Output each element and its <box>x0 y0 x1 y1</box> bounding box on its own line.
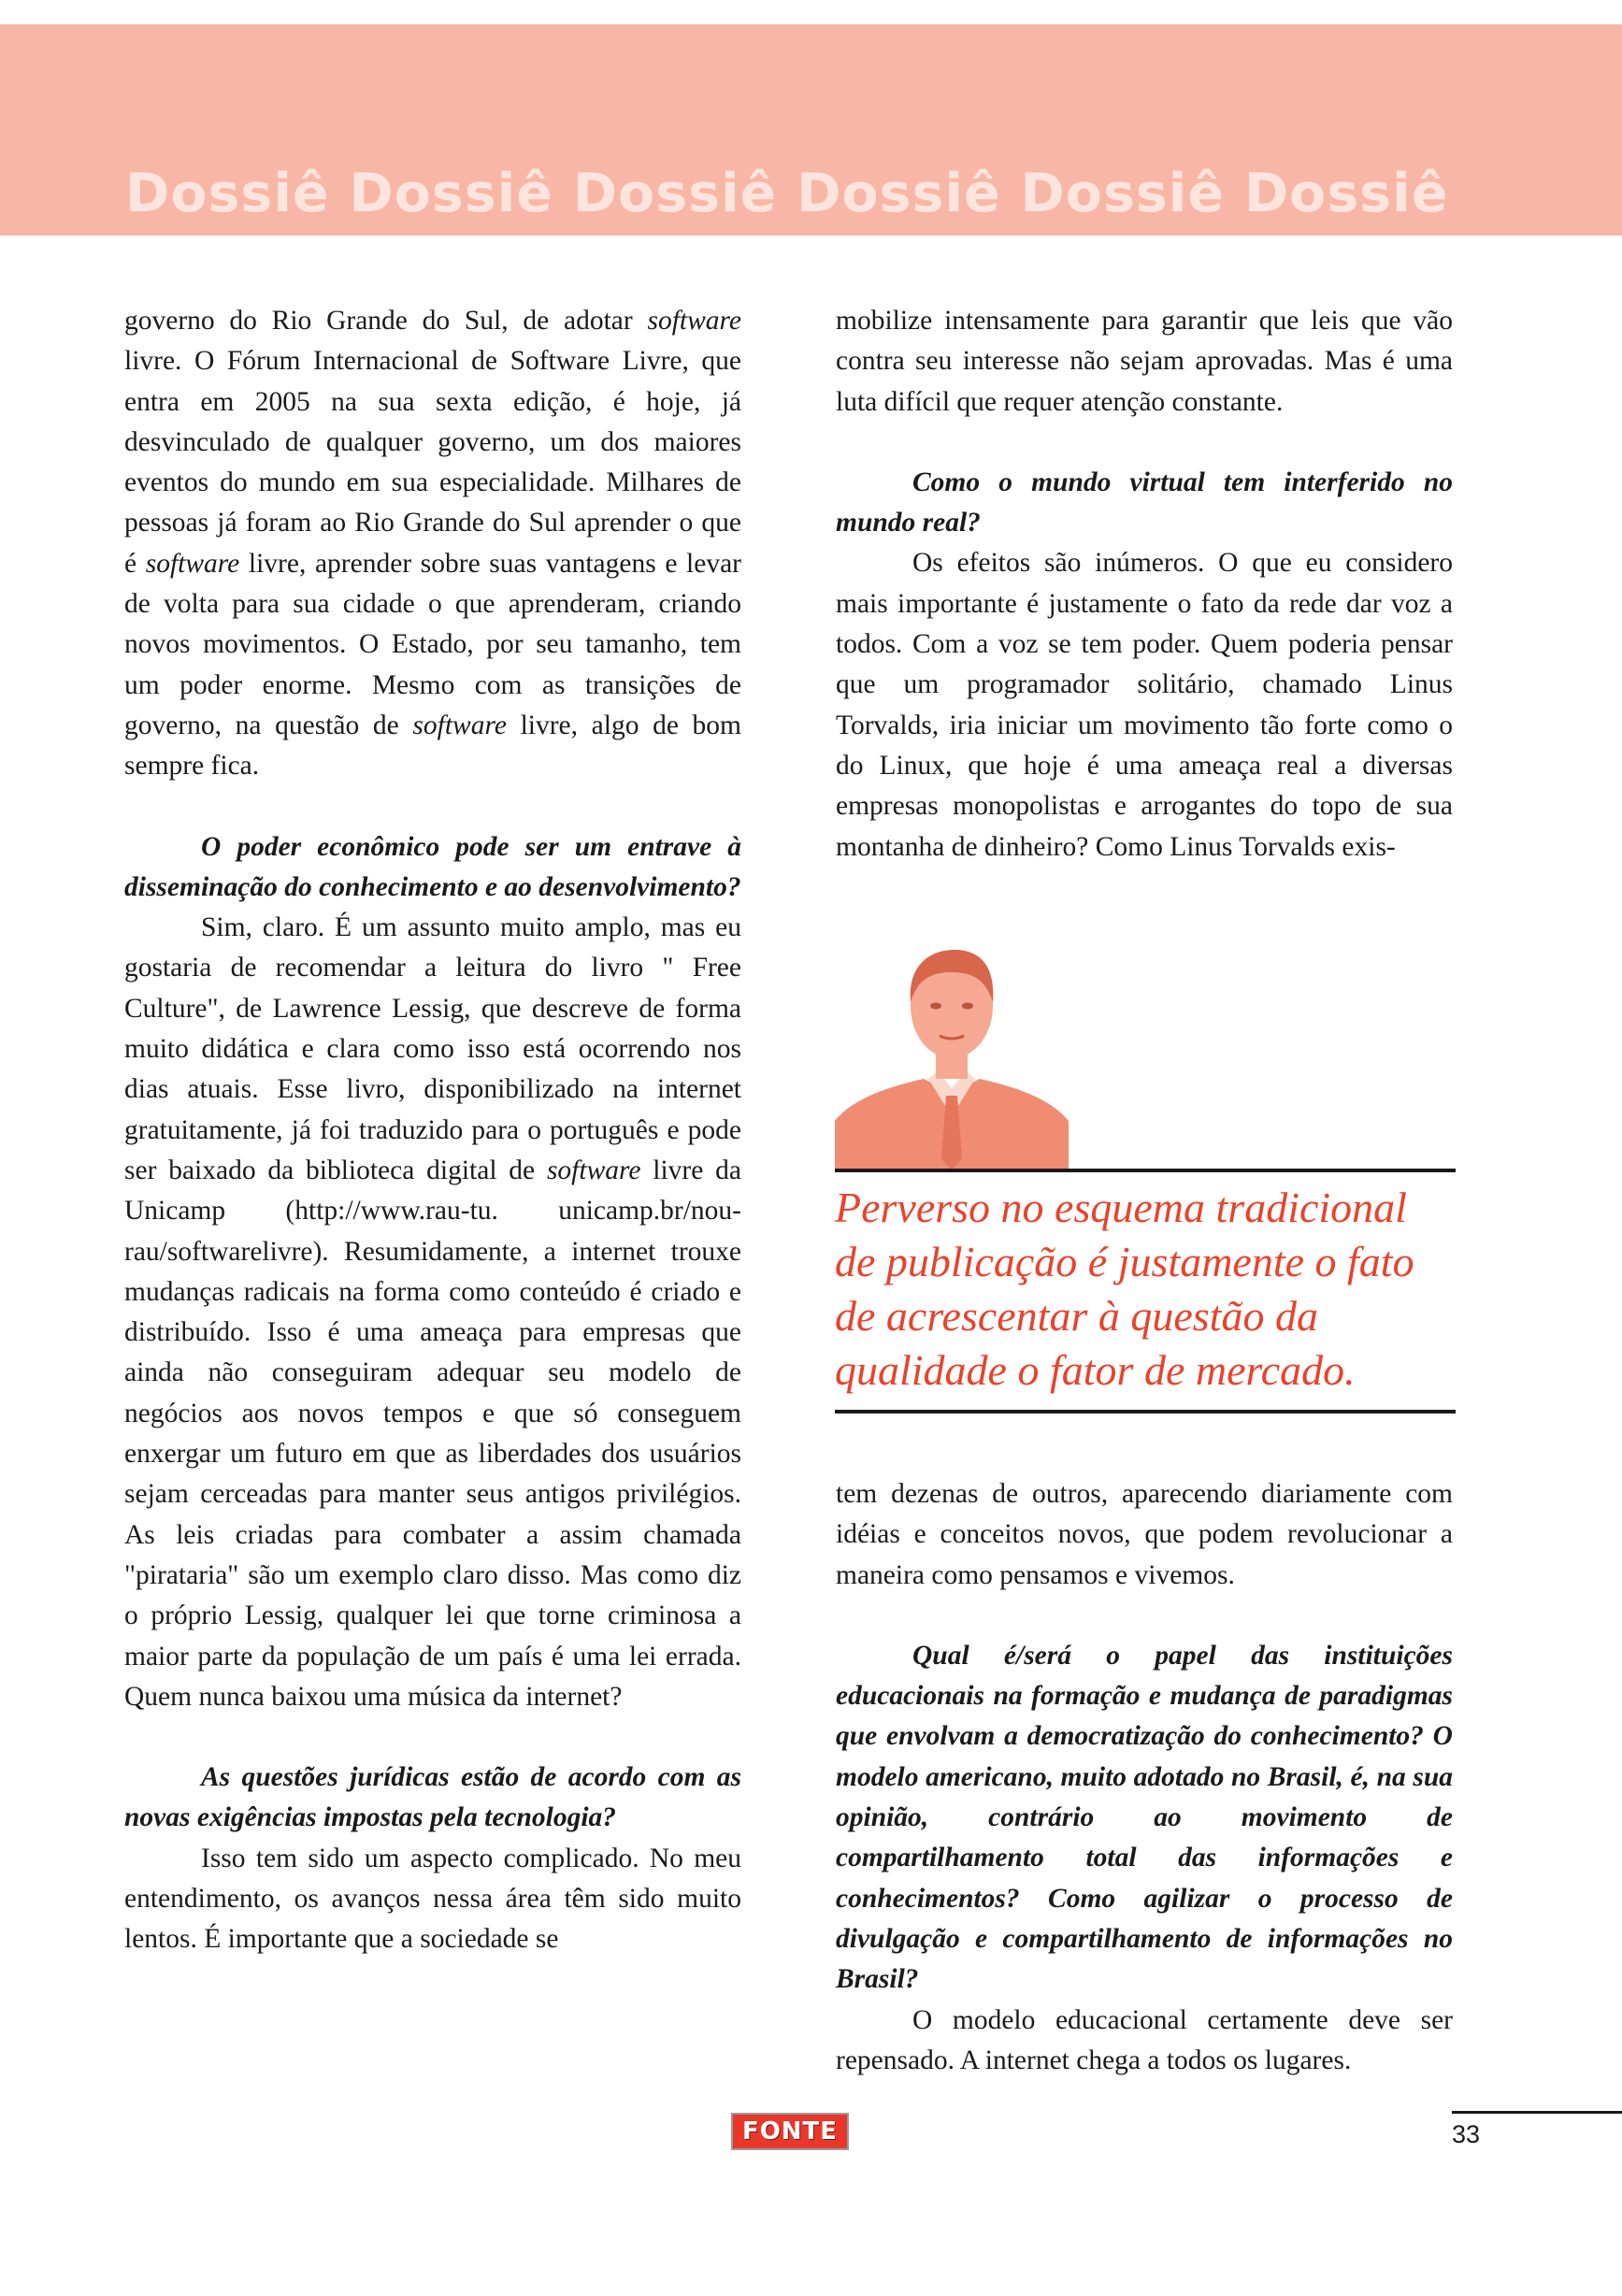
right-column-top <box>836 301 1453 868</box>
paragraph: O modelo educacional certamente deve ser repensado. A internet chega a todos os lugares. <box>836 2004 1453 2075</box>
page-number: 33 <box>1452 2120 1481 2148</box>
quote-top-rule <box>835 1169 1456 1172</box>
interview-question: Qual é/será o papel das instituições educacionais na formação e mudança de paradigmas que envolvam a democratização do conhecimento? O modelo americano, muito adotado no Brasil, é, na sua opinião, contrário ao movimento de compartilhamento total das informações e conhecimentos? Como agilizar o processo de divulgação e compartilhamento de informações no Brasil? <box>836 1640 1453 1995</box>
paragraph: Os efeitos são inúmeros. O que eu considero mais importante é justamente o fato da rede dar voz a todos. Com a voz se tem poder. Quem poderia pensar que um programador solitário, chamado Linus Torvalds, iria iniciar um movimento tão forte como o do Linux, que hoje é uma ameaça real a diversas empresas monopolistas e arrogantes do topo de sua montanha de dinheiro? Como Linus Torvalds exis- <box>836 548 1453 862</box>
interview-question: As questões jurídicas estão de acordo com as novas exigências impostas pela tecnologia? <box>124 1762 741 1833</box>
interview-question: Como o mundo virtual tem interferido no mundo real? <box>836 466 1453 538</box>
portrait-photo <box>835 929 1069 1170</box>
left-column <box>124 301 741 1960</box>
header-banner <box>0 24 1622 236</box>
paragraph: Isso tem sido um aspecto complicado. No meu entendimento, os avanços nessa área têm sido muito lentos. É importante que a sociedade se <box>124 1843 741 1955</box>
paragraph: mobilize intensamente para garantir que leis que vão contra seu interesse não sejam aprovadas. Mas é uma luta difícil que requer atenção constante. <box>836 306 1453 417</box>
quote-bottom-rule <box>835 1410 1456 1413</box>
logo-text: FONTE <box>741 2117 839 2145</box>
pull-quote-text: Perverso no esquema tradicional de publicação é justamente o fato de acrescentar à questão da qualidade o fator de mercado. <box>835 1184 1414 1394</box>
paragraph: governo do Rio Grande do Sul, de adotar software livre. O Fórum Internacional de Software Livre, que entra em 2005 na sua sexta edição, é hoje, já desvinculado de qualquer governo, um dos maiores eventos do mundo em sua especialidade. Milhares de pessoas já foram ao Rio Grande do Sul aprender o que é software livre, aprender sobre suas vantagens e levar de volta para sua cidade o que aprenderam, criando novos movimentos. O Estado, por seu tamanho, tem um poder enorme. Mesmo com as transições de governo, na questão de software livre, algo de bom sempre fica. <box>124 306 742 782</box>
banner-text: Dossiê Dossiê Dossiê Dossiê Dossiê Dossiê <box>125 163 1449 224</box>
right-column-bottom <box>836 1474 1453 2081</box>
paragraph: tem dezenas de outros, aparecendo diariamente com idéias e conceitos novos, que podem revolucionar a maneira como pensamos e vivemos. <box>836 1479 1453 1590</box>
pull-quote <box>835 1181 1456 1398</box>
fonte-logo <box>731 2113 849 2150</box>
paragraph: Sim, claro. É um assunto muito amplo, mas eu gostaria de recomendar a leitura do livro " Free Culture", de Lawrence Lessig, que descreve de forma muito didática e clara como isso está ocorrendo nos dias atuais. Esse livro, disponibilizado na internet gratuitamente, já foi traduzido para o português e pode ser baixado da biblioteca digital de software livre da Unicamp (http://www.rau-tu. unicamp.br/nou-rau/softwarelivre). Resumidamente, a internet trouxe mudanças radicais na forma como conteúdo é criado e distribuído. Isso é uma ameaça para empresas que ainda não conseguiram adequar seu modelo de negócios aos novos tempos e que só conseguem enxergar um futuro em que as liberdades dos usuários sejam cerceadas para manter seus antigos privilégios. As leis criadas para combater a assim chamada "pirataria" são um exemplo claro disso. Mas como diz o próprio Lessig, qualquer lei que torne criminosa a maior parte da população de um país é uma lei errada. Quem nunca baixou uma música da internet? <box>124 912 741 1712</box>
page-number-rule <box>1452 2111 1622 2114</box>
interview-question: O poder econômico pode ser um entrave à disseminação do conhecimento e ao desenvolvimento? <box>124 831 741 902</box>
